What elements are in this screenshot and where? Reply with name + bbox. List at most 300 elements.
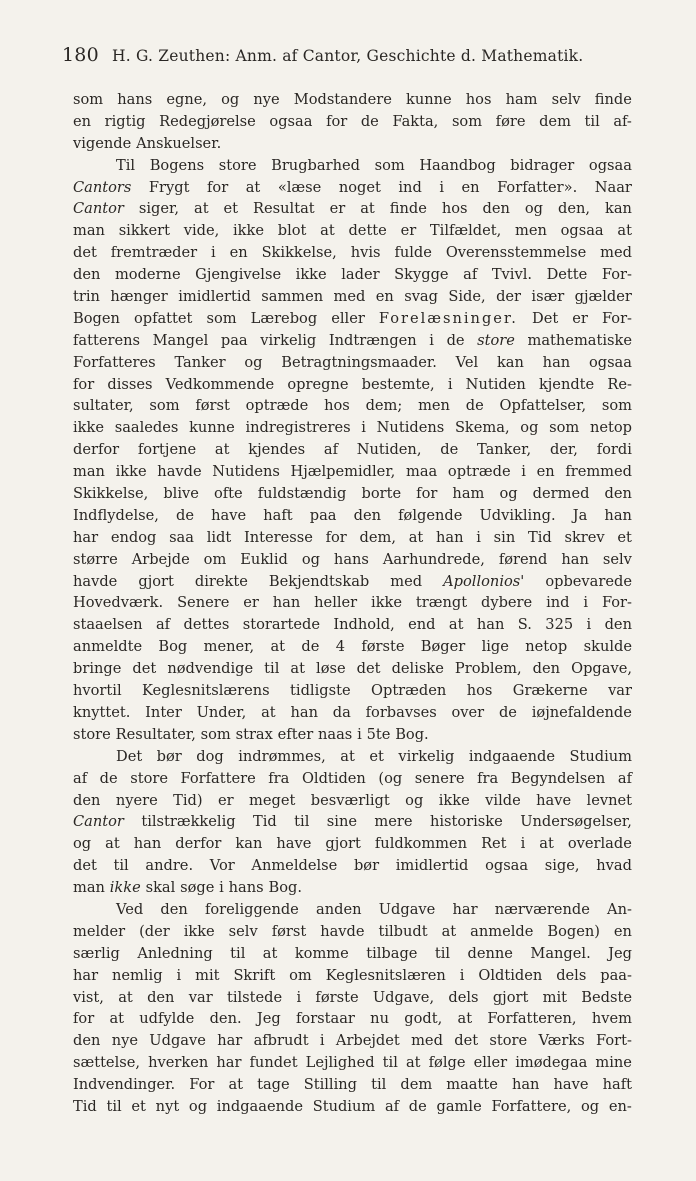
word: havde xyxy=(157,463,202,481)
word: af xyxy=(73,769,88,787)
word: mit xyxy=(195,966,220,984)
word: ikke xyxy=(109,879,141,897)
word: anmeldte xyxy=(73,638,143,656)
word: dem xyxy=(539,112,571,130)
word: sin xyxy=(493,528,516,546)
word: skulde xyxy=(583,638,632,656)
word: den xyxy=(160,900,188,918)
word: i xyxy=(586,616,592,634)
word: Nutidens xyxy=(376,419,445,437)
word: dog xyxy=(196,747,224,765)
word: at xyxy=(290,660,305,678)
word: store xyxy=(489,1032,528,1050)
text-line xyxy=(73,614,632,636)
word: for xyxy=(326,112,348,130)
word: den xyxy=(147,988,175,1006)
word: Anskuelser. xyxy=(136,134,222,152)
word: for xyxy=(73,1010,95,1028)
word: Apollonios' xyxy=(443,572,525,590)
word: han xyxy=(604,506,632,524)
word: trin xyxy=(73,288,100,306)
word: hos xyxy=(441,200,468,218)
text-line xyxy=(73,198,632,220)
word: Bogen) xyxy=(547,922,600,940)
word: bør xyxy=(156,747,182,765)
word: moderne xyxy=(114,266,181,284)
word: men xyxy=(515,222,547,240)
word: rigtig xyxy=(104,112,146,130)
word: forbavses xyxy=(365,703,437,721)
word: af xyxy=(384,1097,400,1115)
word: som xyxy=(374,156,405,174)
word: med xyxy=(333,288,366,306)
word: Mangel. xyxy=(530,944,591,962)
word: endog xyxy=(110,528,157,546)
word: dem; xyxy=(365,397,403,415)
word: vist, xyxy=(73,988,104,1006)
word: ikke xyxy=(183,922,215,940)
word: han xyxy=(133,835,162,853)
word: den xyxy=(73,266,101,284)
word: Mangel xyxy=(152,331,209,349)
word: en xyxy=(229,244,248,262)
word: sige, xyxy=(544,857,580,875)
word: hans xyxy=(228,879,264,897)
word: maa xyxy=(406,463,438,481)
word: 325 xyxy=(545,616,574,634)
text-line xyxy=(73,877,632,899)
word: Problem, xyxy=(454,660,522,678)
word: i xyxy=(476,528,481,546)
word: nyt xyxy=(155,1097,180,1115)
word: Bogen xyxy=(73,309,120,327)
word: Cantor xyxy=(73,813,124,831)
word: For- xyxy=(601,594,632,612)
word: har xyxy=(452,900,478,918)
word: imidlertid xyxy=(395,857,469,875)
word: Forfatteres xyxy=(73,353,156,371)
word: det xyxy=(132,660,157,678)
word: Stilling xyxy=(303,1076,357,1094)
word: dem xyxy=(400,1076,433,1094)
word: Interesse xyxy=(243,528,313,546)
word: Tid xyxy=(527,528,552,546)
word: Nutiden xyxy=(465,375,526,393)
text-line xyxy=(73,1030,632,1052)
word: han xyxy=(511,1076,540,1094)
word: disses xyxy=(107,375,153,393)
word: egne, xyxy=(166,91,207,108)
word: i xyxy=(521,463,526,481)
word: have xyxy=(553,1076,589,1094)
word: har xyxy=(217,1032,243,1050)
word: Arbejdet xyxy=(335,1032,400,1050)
word: at xyxy=(109,1010,125,1028)
word: hvad xyxy=(596,857,632,875)
word: har xyxy=(216,1054,242,1072)
word: Opgave, xyxy=(571,660,632,678)
word: han xyxy=(542,353,571,371)
word: at xyxy=(245,178,261,196)
word: finde xyxy=(389,200,427,218)
word: i xyxy=(361,419,366,437)
text-line xyxy=(73,220,632,242)
word: mathematiske xyxy=(527,331,632,349)
word: den, xyxy=(557,200,591,218)
word: Inter xyxy=(145,703,182,721)
word: netop xyxy=(525,638,568,656)
word: er xyxy=(218,791,234,809)
word: tage xyxy=(257,1076,290,1094)
text-line xyxy=(73,505,632,527)
word: og xyxy=(73,835,92,853)
word: gamle xyxy=(436,1097,482,1115)
word: Fakta, xyxy=(392,112,439,130)
text-line xyxy=(73,177,632,199)
word: en xyxy=(375,288,394,306)
word: lige xyxy=(481,638,509,656)
word: Jeg xyxy=(608,944,632,962)
word: over xyxy=(451,703,485,721)
word: have xyxy=(211,506,247,524)
word: og xyxy=(499,485,518,503)
word: skrev xyxy=(564,528,605,546)
word: historiske xyxy=(429,813,503,831)
word: opregne xyxy=(287,375,349,393)
word: hos xyxy=(324,397,350,415)
word: for xyxy=(325,528,347,546)
word: de xyxy=(465,397,484,415)
word: man xyxy=(73,879,105,897)
word: imødegaa xyxy=(515,1054,588,1072)
word: fulde xyxy=(394,244,432,262)
word: som xyxy=(549,419,580,437)
word: Indvendinger. xyxy=(73,1076,176,1094)
text-line xyxy=(73,286,632,308)
word: første xyxy=(315,988,359,1006)
word: at xyxy=(118,988,133,1006)
word: den xyxy=(73,791,101,809)
word: tilstrækkelig xyxy=(141,813,236,831)
word: han xyxy=(290,703,318,721)
word: naas xyxy=(318,725,353,743)
word: siger, xyxy=(138,200,180,218)
word: de xyxy=(440,441,459,459)
word: for xyxy=(207,178,229,196)
word: S. xyxy=(517,616,532,634)
word: gjort xyxy=(138,572,174,590)
word: Side, xyxy=(448,288,486,306)
word: mener, xyxy=(203,638,255,656)
word: af- xyxy=(613,112,632,130)
word: komme xyxy=(294,944,349,962)
word: nemlig xyxy=(112,966,163,984)
word: tilstede xyxy=(226,988,283,1006)
word: maatte xyxy=(446,1076,498,1094)
word: i xyxy=(319,1032,325,1050)
word: Indflydelse, xyxy=(73,506,159,524)
word: de xyxy=(176,506,195,524)
word: ogsaa xyxy=(269,112,313,130)
word: gjælder xyxy=(574,288,632,306)
word: Hovedværk. xyxy=(73,594,164,612)
word: i xyxy=(211,244,216,262)
word: til xyxy=(584,112,600,130)
word: fra xyxy=(268,769,290,787)
word: med xyxy=(411,1032,443,1050)
word: Jeg xyxy=(256,1010,281,1028)
word: kunne xyxy=(405,91,452,108)
word: dermed xyxy=(532,485,590,503)
text-line xyxy=(73,1096,632,1118)
word: sammen xyxy=(261,288,324,306)
text-line xyxy=(73,790,632,812)
word: dettes xyxy=(183,616,230,634)
word: end xyxy=(408,616,436,634)
word: de xyxy=(99,769,118,787)
word: at xyxy=(539,835,554,853)
word: sikkert xyxy=(118,222,171,240)
word: store xyxy=(73,725,111,743)
word: han xyxy=(272,594,301,612)
word: i xyxy=(357,725,362,743)
word: Bog. xyxy=(268,879,302,897)
word: Resultater, xyxy=(115,725,196,743)
word: om xyxy=(203,550,227,568)
word: have xyxy=(276,835,312,853)
word: ogsaa xyxy=(588,353,632,371)
text-line xyxy=(73,264,632,286)
word: med xyxy=(390,572,423,590)
word: imidlertid xyxy=(178,288,251,306)
word: ogsaa xyxy=(560,222,604,240)
word: var xyxy=(608,682,632,700)
word: og xyxy=(244,353,263,371)
word: Indtrængen xyxy=(328,331,417,349)
word: kunne xyxy=(189,419,235,437)
text-line xyxy=(73,987,632,1009)
word: Forfattere xyxy=(180,769,256,787)
word: Re- xyxy=(607,375,632,393)
word: at xyxy=(405,1054,421,1072)
word: at xyxy=(228,1076,244,1094)
word: Ved xyxy=(116,900,144,918)
body-text xyxy=(73,89,632,1118)
text-line xyxy=(73,571,632,593)
word: denne xyxy=(467,944,513,962)
text-line xyxy=(73,89,632,111)
word: Forfatteren, xyxy=(487,1010,577,1028)
word: særlig xyxy=(73,944,120,962)
word: afbrudt xyxy=(253,1032,309,1050)
word: tidligste xyxy=(290,682,351,700)
word: vigende xyxy=(73,134,132,152)
word: nyere xyxy=(115,791,158,809)
word: eller xyxy=(473,1054,508,1072)
word: Forfatter». xyxy=(497,178,578,196)
word: ofte xyxy=(213,485,243,503)
word: Bedste xyxy=(581,988,632,1006)
word: en xyxy=(536,463,555,481)
word: var xyxy=(188,988,213,1006)
word: direkte xyxy=(194,572,248,590)
word: dette xyxy=(348,222,387,240)
word: hvortil xyxy=(73,682,122,700)
word: følge xyxy=(428,1054,466,1072)
word: Betragtningsmaader. xyxy=(281,353,437,371)
word: Skygge xyxy=(394,266,449,284)
word: at xyxy=(320,222,335,240)
word: lidt xyxy=(206,528,232,546)
word: Tanker xyxy=(174,353,226,371)
word: den xyxy=(604,616,632,634)
word: levnet xyxy=(586,791,632,809)
word: dels xyxy=(448,988,479,1006)
word: Bogens xyxy=(149,156,205,174)
word: Studium xyxy=(312,1097,376,1115)
word: vide, xyxy=(183,222,220,240)
word: Euklid xyxy=(240,550,288,568)
word: har xyxy=(73,528,99,546)
word: det xyxy=(73,857,97,875)
word: i xyxy=(520,835,526,853)
word: Anmeldelse xyxy=(251,857,338,875)
word: og xyxy=(405,791,424,809)
word: Skikkelse, xyxy=(73,485,149,503)
word: Undersøgelser, xyxy=(520,813,632,831)
word: trængt xyxy=(415,594,468,612)
word: fremmed xyxy=(565,463,632,481)
word: fatterens xyxy=(73,331,140,349)
running-head: H. G. Zeuthen: Anm. af Cantor, Geschichte d. Mathematik. xyxy=(112,47,584,65)
word: Begyndelsen xyxy=(510,769,606,787)
word: den xyxy=(604,485,632,503)
word: som xyxy=(200,725,231,743)
text-line xyxy=(73,768,632,790)
word: Oldtiden xyxy=(301,769,366,787)
word: bør xyxy=(353,857,380,875)
word: hans xyxy=(333,550,369,568)
word: ham xyxy=(505,91,538,108)
word: en xyxy=(73,112,92,130)
word: Udvikling. xyxy=(479,506,556,524)
word: dem, xyxy=(359,528,396,546)
word: paa xyxy=(220,331,248,349)
word: senere xyxy=(414,769,465,787)
word: Indhold, xyxy=(333,616,395,634)
word: ham xyxy=(452,485,485,503)
word: den xyxy=(73,1032,101,1050)
word: et xyxy=(131,1097,146,1115)
word: de xyxy=(408,1097,427,1115)
word: Keglesnitslærens xyxy=(142,682,270,700)
word: der, xyxy=(549,441,578,459)
word: opbevarede xyxy=(545,572,632,590)
word: at xyxy=(214,441,230,459)
word: Tilfældet, xyxy=(429,222,502,240)
word: at xyxy=(360,200,375,218)
word: saa xyxy=(169,528,194,546)
word: og xyxy=(524,200,544,218)
word: Opfattelser, xyxy=(499,397,587,415)
word: ikke xyxy=(438,791,470,809)
word: Vel xyxy=(455,353,479,371)
word: opfattet xyxy=(133,309,193,327)
word: havde xyxy=(73,572,118,590)
word: fuldkommen xyxy=(374,835,468,853)
word: storartede xyxy=(242,616,320,634)
text-line xyxy=(73,943,632,965)
word: kan xyxy=(235,835,263,853)
word: mit xyxy=(542,988,567,1006)
text-line xyxy=(73,155,632,177)
word: Tid xyxy=(73,1097,97,1115)
text-line xyxy=(73,330,632,352)
word: sultater, xyxy=(73,397,134,415)
word: derfor xyxy=(73,441,120,459)
word: og xyxy=(301,550,320,568)
word: mine xyxy=(595,1054,632,1072)
word: Frygt xyxy=(148,178,190,196)
word: Redegjørelse xyxy=(159,112,256,130)
word: til xyxy=(264,660,280,678)
text-line xyxy=(73,461,632,483)
page-header xyxy=(62,44,642,74)
word: andre. xyxy=(145,857,194,875)
word: Keglesnitslæren xyxy=(325,966,446,984)
word: Haandbog xyxy=(419,156,496,174)
word: knyttet. xyxy=(73,703,131,721)
word: godt, xyxy=(404,1010,443,1028)
word: Optræden xyxy=(371,682,447,700)
word: Arbejde xyxy=(131,550,190,568)
word: Værks xyxy=(538,1032,585,1050)
word: ind xyxy=(546,594,570,612)
word: (og xyxy=(378,769,403,787)
word: er xyxy=(400,222,417,240)
text-line xyxy=(73,658,632,680)
word: Under, xyxy=(196,703,247,721)
word: Resultat xyxy=(253,200,315,218)
word: havde xyxy=(320,922,365,940)
word: følgende xyxy=(398,506,463,524)
word: Tanker, xyxy=(476,441,532,459)
word: selv xyxy=(602,550,632,568)
word: i xyxy=(583,594,589,612)
word: i xyxy=(439,178,444,196)
word: Nutidens xyxy=(212,463,280,481)
word: fuldstændig xyxy=(257,485,347,503)
word: deliske xyxy=(391,660,444,678)
text-line xyxy=(73,395,632,417)
text-line xyxy=(73,855,632,877)
word: at xyxy=(617,222,632,240)
word: indgaaende xyxy=(468,747,556,765)
word: Forfattere, xyxy=(491,1097,572,1115)
word: til xyxy=(113,857,129,875)
word: søge xyxy=(180,879,215,897)
word: til xyxy=(434,944,451,962)
word: meget xyxy=(249,791,296,809)
word: nødvendige xyxy=(167,660,254,678)
word: og xyxy=(221,91,240,108)
word: skal xyxy=(145,879,176,897)
word: hans xyxy=(117,91,153,108)
word: det xyxy=(73,244,97,262)
word: (der xyxy=(139,922,170,940)
word: Cantor xyxy=(73,200,124,218)
text-line xyxy=(73,352,632,374)
